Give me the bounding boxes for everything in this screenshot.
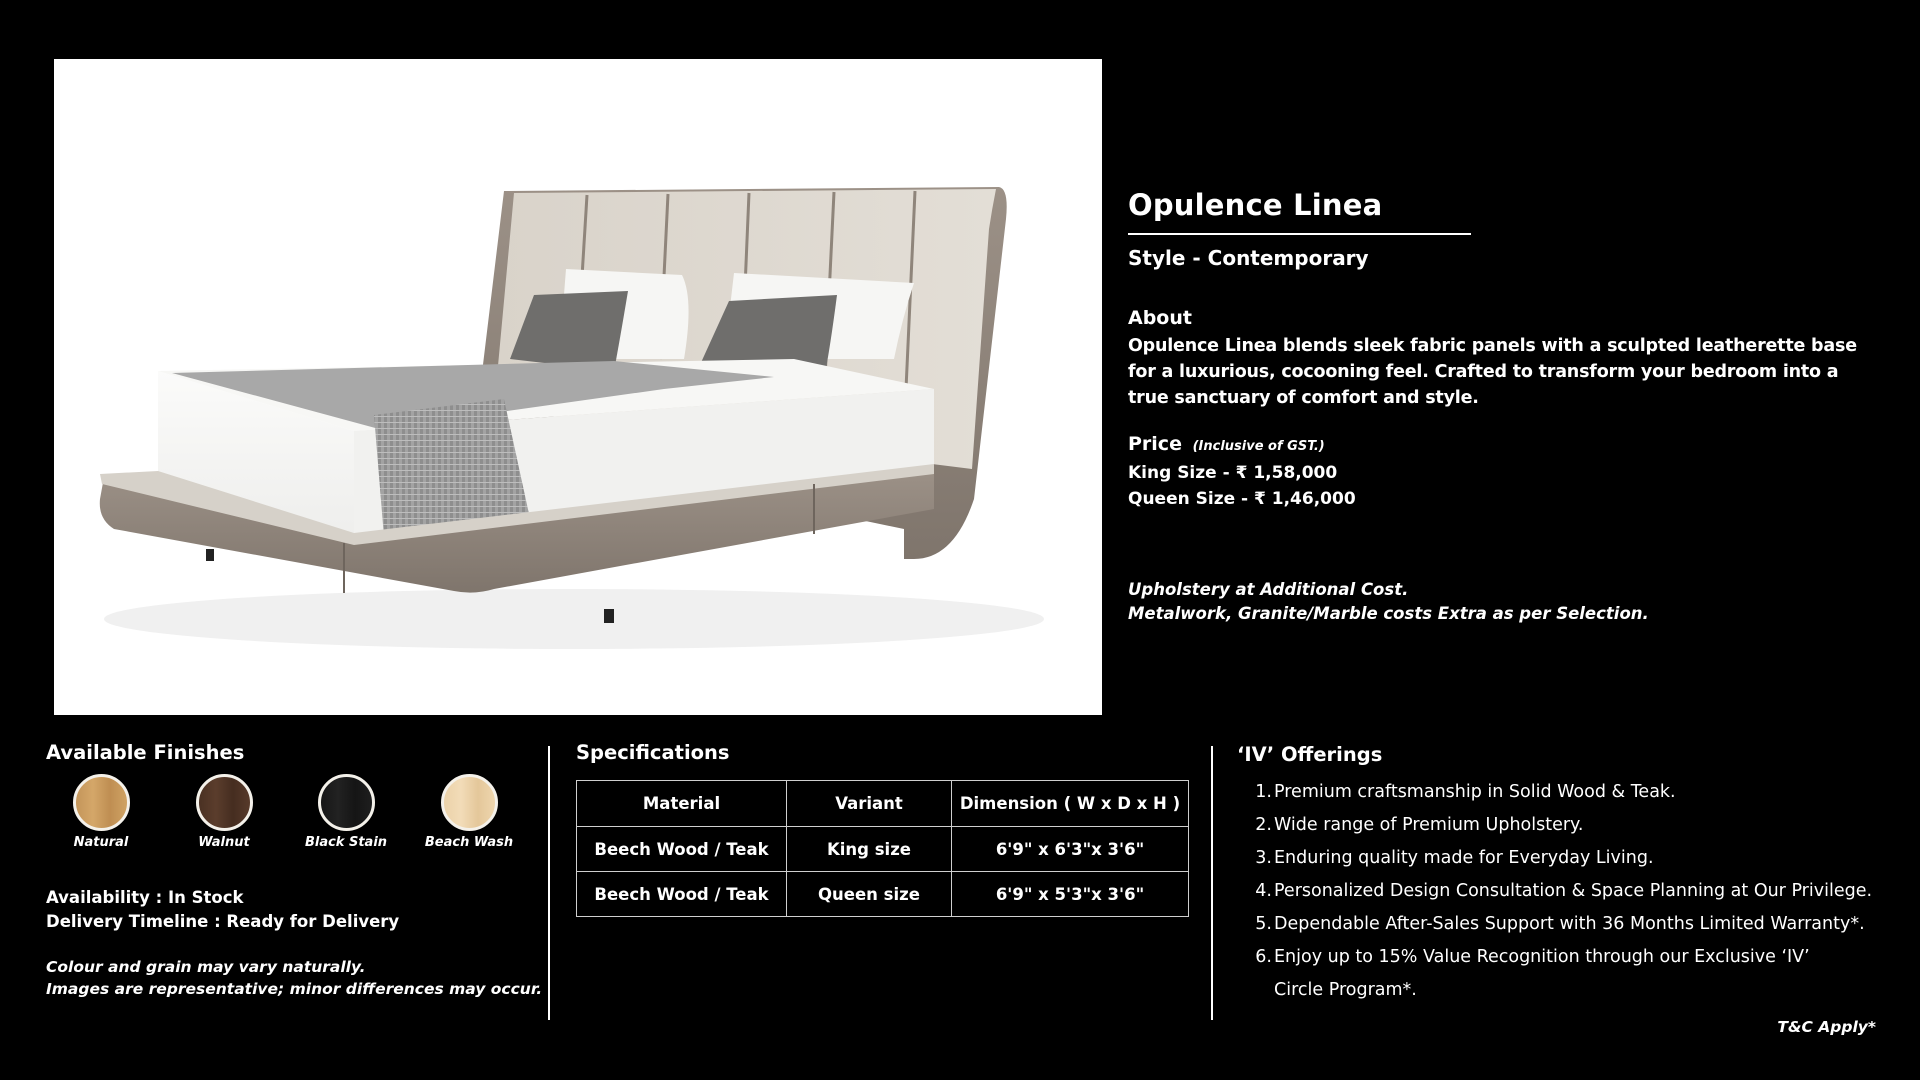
swatch-label: Walnut	[198, 835, 250, 850]
swatch-black-stain[interactable]	[291, 774, 401, 850]
swatch-natural[interactable]	[46, 774, 156, 850]
disclaimer	[46, 956, 566, 1000]
specifications-section	[576, 740, 1189, 917]
availability-info	[46, 886, 399, 934]
item-number: 6.	[1255, 947, 1272, 967]
item-number: 1.	[1255, 782, 1272, 802]
column-header-variant: Variant	[787, 781, 952, 827]
disclaimer-line: Colour and grain may vary naturally.	[46, 958, 366, 976]
swatch-label: Natural	[73, 835, 129, 850]
product-title: Opulence Linea	[1128, 188, 1383, 222]
section-divider	[548, 746, 550, 1020]
about-line: true sanctuary of comfort and style.	[1128, 388, 1479, 408]
swatch-label: Black Stain	[304, 835, 388, 850]
table-row	[577, 872, 1189, 917]
cell-dimension: 6'9" x 6'3"x 3'6"	[952, 827, 1189, 872]
product-image	[54, 59, 1102, 715]
finishes-heading: Available Finishes	[46, 741, 245, 764]
about-description	[1128, 333, 1888, 411]
offerings-list	[1237, 776, 1897, 1007]
upholstery-note: Upholstery at Additional Cost.	[1128, 580, 1409, 599]
metalwork-note: Metalwork, Granite/Marble costs Extra as per Selection.	[1128, 604, 1649, 623]
specifications-table	[576, 780, 1189, 917]
cell-material: Beech Wood / Teak	[577, 872, 787, 917]
delivery-timeline: Delivery Timeline : Ready for Delivery	[46, 912, 400, 931]
item-text: Dependable After-Sales Support with 36 Months Limited Warranty*.	[1274, 914, 1865, 934]
product-info	[1128, 186, 1888, 626]
item-number: 4.	[1255, 881, 1272, 901]
product-style: Style - Contemporary	[1128, 246, 1369, 270]
swatch-walnut[interactable]	[169, 774, 279, 850]
column-header-material: Material	[577, 781, 787, 827]
offerings-section	[1237, 742, 1897, 1007]
swatch-list	[46, 774, 526, 854]
item-text: Personalized Design Consultation & Space Planning at Our Privilege.	[1274, 881, 1873, 901]
item-text: Enjoy up to 15% Value Recognition through our Exclusive ‘IV’ Circle Program*.	[1274, 947, 1810, 1000]
price-queen: Queen Size - ₹ 1,46,000	[1128, 489, 1356, 509]
finishes-section	[46, 740, 543, 998]
swatch-beach-wash[interactable]	[414, 774, 524, 850]
cost-notes	[1128, 578, 1888, 626]
list-item	[1255, 875, 1897, 908]
list-item	[1255, 842, 1897, 875]
price-king: King Size - ₹ 1,58,000	[1128, 463, 1338, 483]
terms-and-conditions-note: T&C Apply*	[1777, 1018, 1876, 1036]
item-number: 2.	[1255, 815, 1272, 835]
list-item	[1255, 908, 1897, 941]
gst-note: (Inclusive of GST.)	[1192, 439, 1325, 454]
item-text: Enduring quality made for Everyday Living.	[1274, 848, 1654, 868]
title-divider	[1128, 233, 1471, 235]
column-header-dimension: Dimension ( W x D x H )	[952, 781, 1189, 827]
price-heading	[1128, 431, 1888, 460]
specifications-heading: Specifications	[576, 741, 730, 764]
cell-variant: King size	[787, 827, 952, 872]
disclaimer-line: Images are representative; minor differences may occur.	[46, 980, 543, 998]
cell-material: Beech Wood / Teak	[577, 827, 787, 872]
cell-variant: Queen size	[787, 872, 952, 917]
about-line: for a luxurious, cocooning feel. Crafted to transform your bedroom into a	[1128, 362, 1839, 382]
swatch-label: Beach Wash	[424, 835, 514, 850]
bed-illustration	[54, 59, 1102, 715]
natural-swatch-icon	[73, 774, 130, 831]
availability-status: Availability : In Stock	[46, 888, 244, 907]
item-text: Premium craftsmanship in Solid Wood & Teak.	[1274, 782, 1676, 802]
section-divider	[1211, 746, 1213, 1020]
table-header-row	[577, 781, 1189, 827]
about-heading: About	[1128, 307, 1192, 329]
price-label: Price	[1128, 433, 1182, 455]
cell-dimension: 6'9" x 5'3"x 3'6"	[952, 872, 1189, 917]
beach-wash-swatch-icon	[441, 774, 498, 831]
item-number: 3.	[1255, 848, 1272, 868]
item-text: Wide range of Premium Upholstery.	[1274, 815, 1584, 835]
list-item	[1255, 776, 1897, 809]
about-line: Opulence Linea blends sleek fabric panels with a sculpted leatherette base	[1128, 336, 1857, 356]
black-stain-swatch-icon	[318, 774, 375, 831]
list-item	[1255, 941, 1897, 1007]
item-number: 5.	[1255, 914, 1272, 934]
list-item	[1255, 809, 1897, 842]
offerings-heading: ‘IV’ Offerings	[1237, 743, 1383, 766]
walnut-swatch-icon	[196, 774, 253, 831]
table-row	[577, 827, 1189, 872]
